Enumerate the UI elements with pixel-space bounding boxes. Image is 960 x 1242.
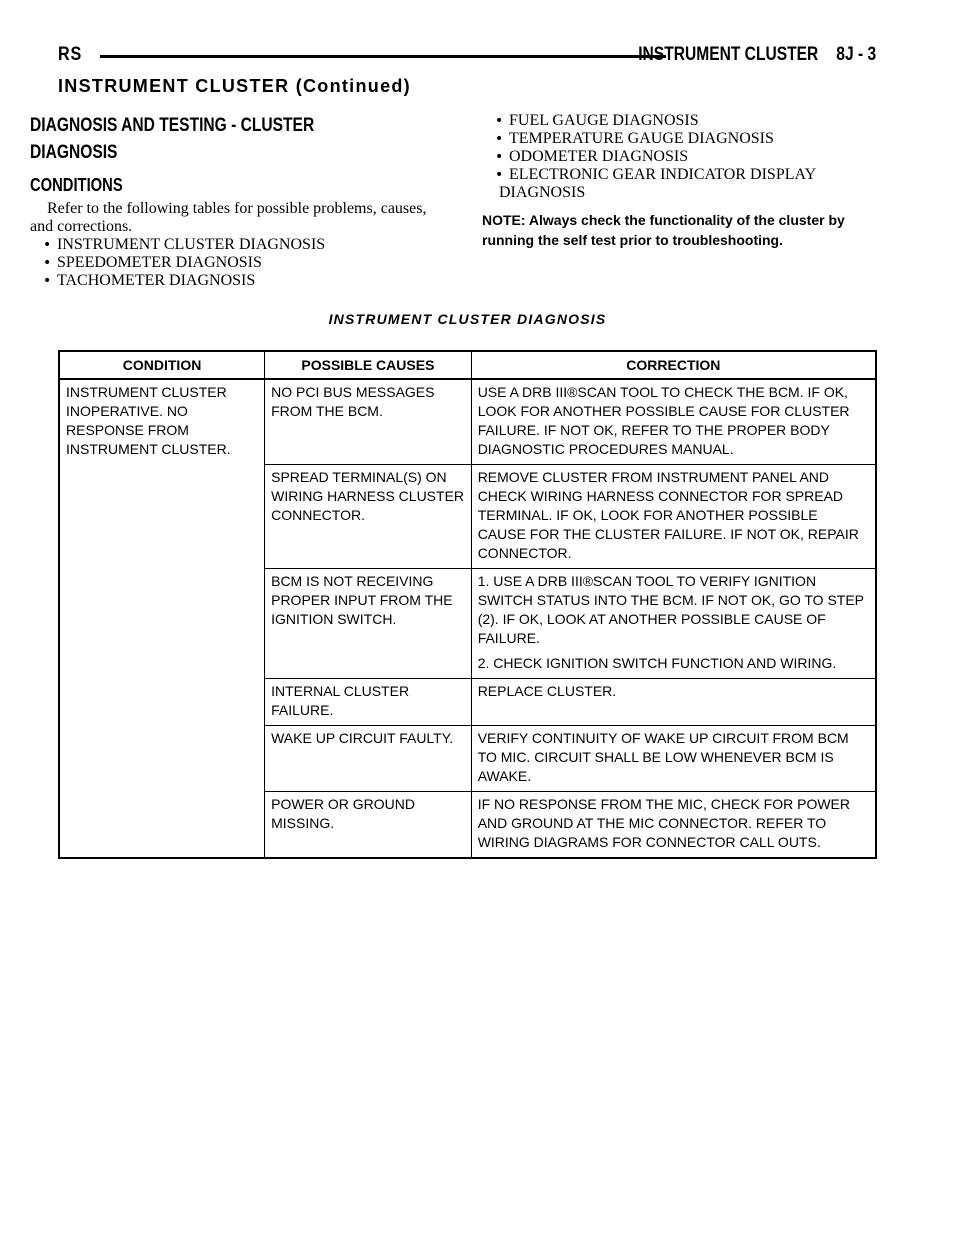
condition-cell: INSTRUMENT CLUSTER INOPERATIVE. NO RESPONSE FROM INSTRUMENT CLUSTER. — [59, 379, 265, 858]
vehicle-code: RS — [58, 44, 83, 65]
bullet-item: • TACHOMETER DIAGNOSIS — [30, 272, 453, 290]
cause-cell: NO PCI BUS MESSAGES FROM THE BCM. — [265, 379, 472, 465]
bullet-item: • TEMPERATURE GAUGE DIAGNOSIS — [482, 130, 877, 148]
correction-cell — [471, 792, 876, 859]
diagnosis-table — [58, 350, 877, 859]
bullet-item: • ODOMETER DIAGNOSIS — [482, 148, 877, 166]
note-paragraph: NOTE: Always check the functionality of the cluster by running the self test prior to troubleshooting. — [482, 212, 845, 248]
section-heading-line2: DIAGNOSIS — [30, 142, 118, 163]
correction-cell — [471, 379, 876, 465]
table-row — [59, 379, 876, 465]
section-heading-line1: DIAGNOSIS AND TESTING - CLUSTER — [30, 115, 315, 136]
correction-step: REPLACE CLUSTER. — [477, 683, 617, 699]
correction-step: VERIFY CONTINUITY OF WAKE UP CIRCUIT FROM BCM TO MIC. CIRCUIT SHALL BE LOW WHENEVER BCM IS AWAKE. — [477, 730, 849, 784]
condition-header: CONDITION — [59, 351, 265, 379]
section-heading — [30, 112, 453, 166]
page-number: 8J - 3 — [836, 44, 876, 65]
cause-cell: BCM IS NOT RECEIVING PROPER INPUT FROM THE IGNITION SWITCH. — [265, 569, 472, 679]
table-title: INSTRUMENT CLUSTER DIAGNOSIS — [328, 311, 607, 327]
cause-cell: SPREAD TERMINAL(S) ON WIRING HARNESS CLUSTER CONNECTOR. — [265, 465, 472, 569]
cause-cell: WAKE UP CIRCUIT FAULTY. — [265, 726, 472, 792]
correction-cell — [471, 726, 876, 792]
intro-paragraph: Refer to the following tables for possible problems, causes, and corrections. — [30, 200, 427, 235]
bullet-item: • FUEL GAUGE DIAGNOSIS — [482, 112, 877, 130]
correction-step: 1. USE A DRB III®SCAN TOOL TO VERIFY IGNITION SWITCH STATUS INTO THE BCM. IF NOT OK, GO TO STEP (2). IF OK, LOOK AT ANOTHER POSSIBLE CAUSE OF FAILURE. — [477, 573, 864, 646]
table-body — [59, 379, 876, 858]
possible-causes-header: POSSIBLE CAUSES — [265, 351, 472, 379]
cause-cell: INTERNAL CLUSTER FAILURE. — [265, 679, 472, 726]
continued-title: INSTRUMENT CLUSTER (Continued) — [58, 76, 411, 96]
correction-cell — [471, 569, 876, 679]
correction-cell — [471, 679, 876, 726]
correction-step: 2. CHECK IGNITION SWITCH FUNCTION AND WIRING. — [477, 655, 837, 671]
correction-step: IF NO RESPONSE FROM THE MIC, CHECK FOR POWER AND GROUND AT THE MIC CONNECTOR. REFER TO WIRING DIAGRAMS FOR CONNECTOR CALL OUTS. — [477, 796, 851, 850]
correction-header: CORRECTION — [471, 351, 876, 379]
right-column — [482, 112, 877, 250]
section-name: INSTRUMENT CLUSTER — [638, 44, 819, 65]
left-column — [30, 112, 453, 290]
table-header-row — [59, 351, 876, 379]
correction-step: USE A DRB III®SCAN TOOL TO CHECK THE BCM. IF OK, LOOK FOR ANOTHER POSSIBLE CAUSE FOR CLUSTER FAILURE. IF NOT OK, REFER TO THE PROPER BODY DIAGNOSTIC PROCEDURES MANUAL. — [477, 384, 850, 457]
bullet-item: • SPEEDOMETER DIAGNOSIS — [30, 254, 453, 272]
bullet-item: • ELECTRONIC GEAR INDICATOR DISPLAY DIAGNOSIS — [482, 166, 877, 202]
conditions-heading: CONDITIONS — [30, 175, 123, 195]
correction-cell — [471, 465, 876, 569]
correction-step: REMOVE CLUSTER FROM INSTRUMENT PANEL AND CHECK WIRING HARNESS CONNECTOR FOR SPREAD TERMINAL. IF OK, LOOK FOR ANOTHER POSSIBLE CAUSE FOR THE CLUSTER FAILURE. IF NOT OK, REPAIR CONNECTOR. — [477, 469, 859, 561]
header-right — [620, 44, 876, 66]
page-header — [58, 44, 876, 70]
left-bullet-list — [30, 236, 453, 290]
header-rule — [100, 55, 666, 58]
bullet-item: • INSTRUMENT CLUSTER DIAGNOSIS — [30, 236, 453, 254]
cause-cell: POWER OR GROUND MISSING. — [265, 792, 472, 859]
right-bullet-list — [482, 112, 877, 202]
